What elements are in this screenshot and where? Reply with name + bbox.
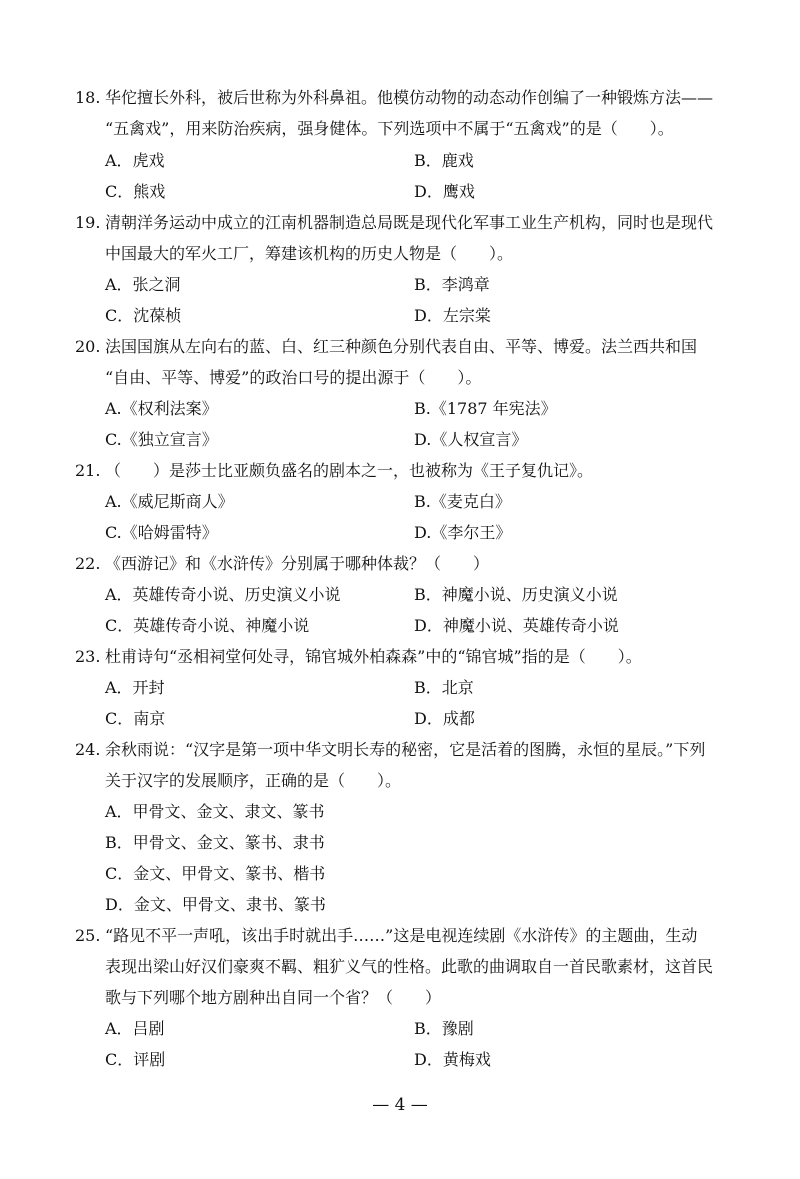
question-number: 18. — [75, 88, 101, 107]
option-d: D．鹰戏 — [414, 182, 475, 201]
question-number: 25. — [75, 926, 101, 945]
question-23-line-1 — [75, 646, 642, 668]
option-b: B．神魔小说、历史演义小说 — [414, 585, 618, 604]
question-24-line-1 — [75, 739, 705, 761]
option-d: D．黄梅戏 — [414, 1050, 491, 1069]
question-text: 华佗擅长外科，被后世称为外科鼻祖。他模仿动物的动态动作创编了一种锻炼方法—— — [105, 88, 714, 107]
option-a: A.《威尼斯商人》 — [105, 492, 234, 511]
question-text: 余秋雨说：“汉字是第一项中华文明长寿的秘密，它是活着的图腾，永恒的星辰。”下列 — [105, 740, 706, 759]
option-d: D.《人权宣言》 — [414, 430, 528, 449]
option-a: A．张之洞 — [105, 275, 181, 294]
question-text: 杜甫诗句“丞相祠堂何处寻，锦官城外柏森森”中的“锦官城”指的是（ ）。 — [105, 647, 642, 666]
option-b: B．甲骨文、金文、篆书、隶书 — [105, 833, 325, 852]
question-number: 23. — [75, 647, 101, 666]
question-25-line-3: 歌与下列哪个地方剧种出自同一个省？（ ） — [105, 988, 442, 1007]
question-text: “路见不平一声吼，该出手时就出手……”这是电视连续剧《水浒传》的主题曲，生动 — [105, 926, 698, 945]
question-number: 22. — [75, 554, 101, 573]
page-number: — 4 — — [372, 1095, 428, 1115]
option-c: C.《哈姆雷特》 — [105, 523, 218, 542]
option-a: A．甲骨文、金文、隶文、篆书 — [105, 802, 325, 821]
question-text: 清朝洋务运动中成立的江南机器制造总局既是现代化军事工业生产机构，同时也是现代 — [105, 213, 714, 232]
option-d: D．成都 — [414, 709, 475, 728]
option-a: A．吕剧 — [105, 1019, 165, 1038]
option-c: C．金文、甲骨文、篆书、楷书 — [105, 864, 326, 883]
option-c: C.《独立宣言》 — [105, 430, 218, 449]
option-b: B．鹿戏 — [414, 151, 474, 170]
option-a: A．开封 — [105, 678, 165, 697]
option-b: B．李鸿章 — [414, 275, 490, 294]
question-24-line-2: 关于汉字的发展顺序，正确的是（ ）。 — [105, 771, 402, 790]
option-c: C．熊戏 — [105, 182, 166, 201]
question-number: 20. — [75, 337, 101, 356]
option-b: B．北京 — [414, 678, 474, 697]
question-21-line-1 — [75, 460, 593, 482]
option-d: D．神魔小说、英雄传奇小说 — [414, 616, 619, 635]
option-d: D．金文、甲骨文、隶书、篆书 — [105, 895, 326, 914]
question-25-line-1 — [75, 925, 697, 947]
question-number: 24. — [75, 740, 101, 759]
option-c: C．南京 — [105, 709, 166, 728]
option-b: B．豫剧 — [414, 1019, 474, 1038]
question-20-line-1 — [75, 336, 697, 358]
option-d: D.《李尔王》 — [414, 523, 512, 542]
question-19-line-1 — [75, 212, 713, 234]
question-20-line-2: “自由、平等、博爱”的政治口号的提出源于（ ）。 — [105, 368, 482, 387]
question-text: 法国国旗从左向右的蓝、白、红三种颜色分别代表自由、平等、博爱。法兰西共和国 — [105, 337, 698, 356]
option-d: D．左宗棠 — [414, 306, 491, 325]
option-a: A．英雄传奇小说、历史演义小说 — [105, 585, 341, 604]
option-c: C．英雄传奇小说、神魔小说 — [105, 616, 310, 635]
question-18-line-2: “五禽戏”，用来防治疾病，强身健体。下列选项中不属于“五禽戏”的是（ ）。 — [105, 119, 674, 138]
question-19-line-2: 中国最大的军火工厂，筹建该机构的历史人物是（ ）。 — [105, 244, 514, 263]
option-c: C．评剧 — [105, 1050, 166, 1069]
question-25-line-2: 表现出梁山好汉们豪爽不羁、粗犷义气的性格。此歌的曲调取自一首民歌素材，这首民 — [105, 957, 714, 976]
option-b: B.《1787 年宪法》 — [414, 399, 557, 418]
question-22-line-1 — [75, 553, 489, 575]
question-18-line-1 — [75, 87, 713, 109]
question-number: 21. — [75, 461, 101, 480]
option-a: A．虎戏 — [105, 151, 165, 170]
option-a: A.《权利法案》 — [105, 399, 218, 418]
option-c: C．沈葆桢 — [105, 306, 182, 325]
question-number: 19. — [75, 213, 101, 232]
option-b: B.《麦克白》 — [414, 492, 511, 511]
question-text: （ ）是莎士比亚颇负盛名的剧本之一，也被称为《王子复仇记》。 — [105, 461, 594, 480]
question-text: 《西游记》和《水浒传》分别属于哪种体裁？（ ） — [105, 554, 490, 573]
